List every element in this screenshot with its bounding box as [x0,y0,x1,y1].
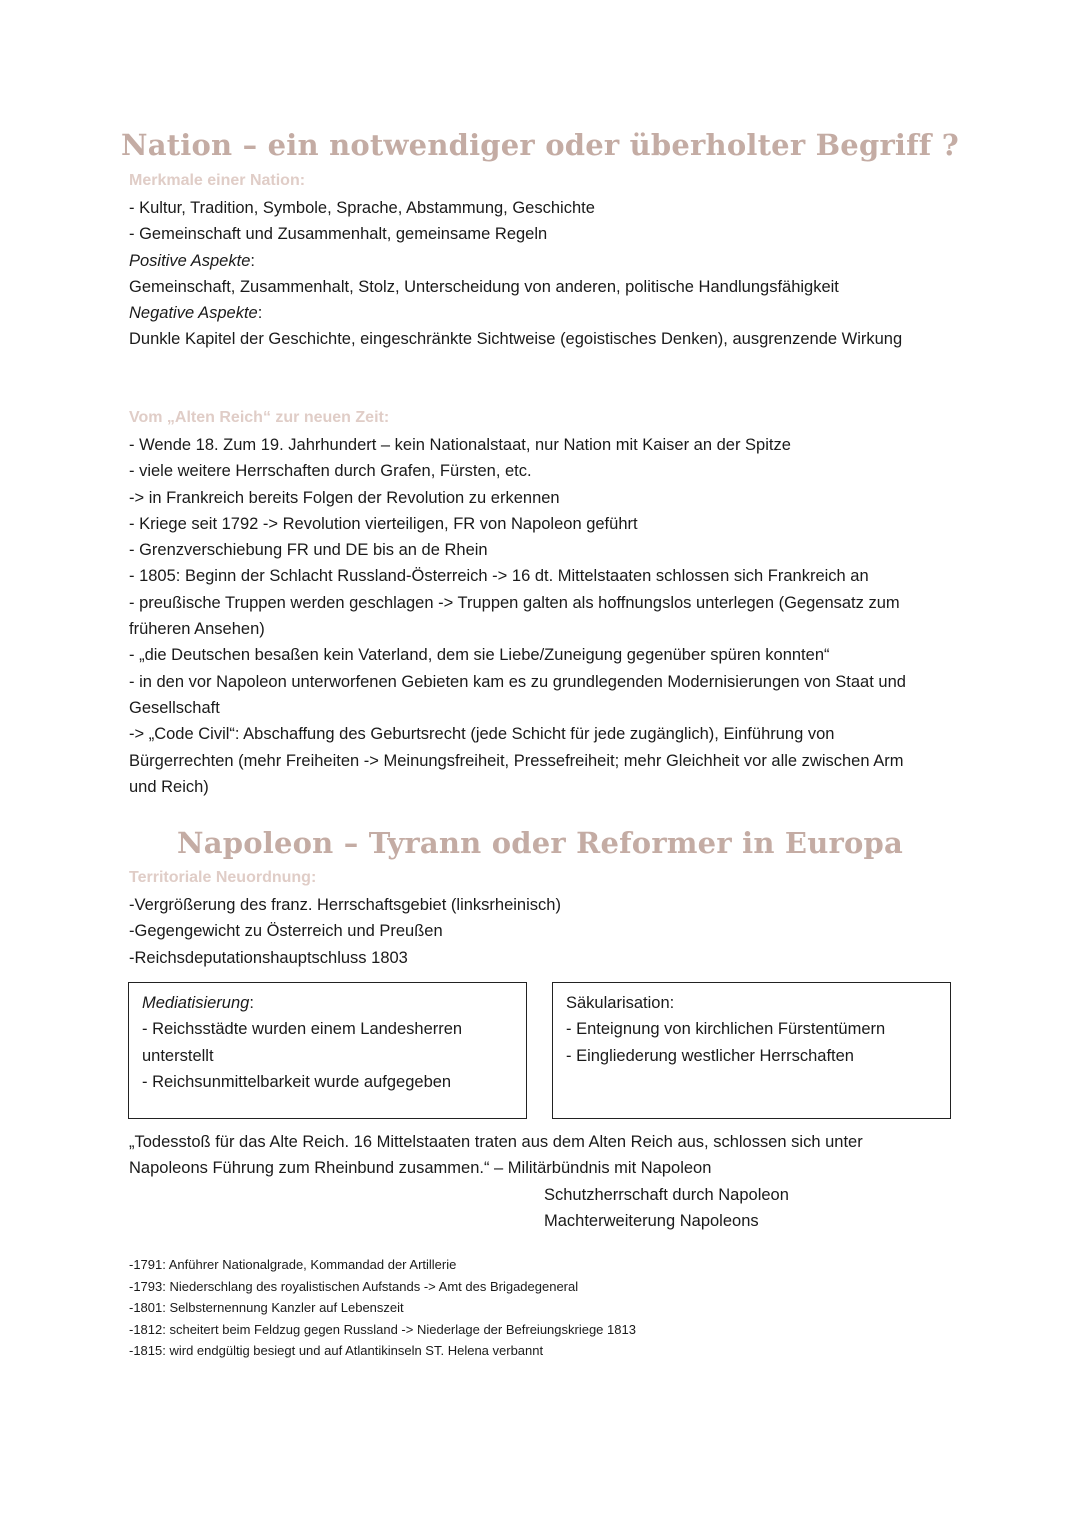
negative-aspects-text: Dunkle Kapitel der Geschichte, eingeschränkte Sichtweise (egoistisches Denken), ausgrenzende Wirkung [129,330,903,349]
box-item: - Reichsunmittelbarkeit wurde aufgegeben [142,1072,452,1091]
list-item: -> „Code Civil“: Abschaffung des Geburtsrecht (jede Schicht für jede zugänglich), Einführung von Bürgerrechten (mehr Freiheiten -> Meinungsfreiheit, Pressefreiheit; mehr Gleichheit vor alle zwischen Arm und Reich) [129,725,904,796]
positive-aspects-text: Gemeinschaft, Zusammenhalt, Stolz, Unterscheidung von anderen, politische Handlungsfähigkeit [129,277,839,296]
box-item: - Eingliederung westlicher Herrschaften [566,1046,854,1065]
saekularisation-box [552,982,951,1119]
timeline-item: -1812: scheitert beim Feldzug gegen Russland -> Niederlage der Befreiungskriege 1813 [129,1321,636,1337]
list-item: -> in Frankreich bereits Folgen der Revolution zu erkennen [129,488,560,507]
rheinbund-quote [129,1129,959,1234]
quote-line: „Todesstoß für das Alte Reich. 16 Mittelstaaten traten aus dem Alten Reich aus, schlossen sich unter [129,1133,863,1151]
nation-content [129,195,949,353]
list-item: - Kriege seit 1792 -> Revolution vierteiligen, FR von Napoleon geführt [129,514,638,533]
mediatisierung-label: Mediatisierung: [142,994,254,1012]
timeline-item: -1801: Selbsternennung Kanzler auf Lebenszeit [129,1300,404,1316]
merkmal-item: - Kultur, Tradition, Symbole, Sprache, Abstammung, Geschichte [129,199,595,217]
section-title-nation: Nation – ein notwendiger oder überholter Begriff ? [121,128,959,162]
altes-reich-list [129,432,949,800]
list-item: - preußische Truppen werden geschlagen -> Truppen galten als hoffnungslos unterlegen (Gegensatz zum früheren Ansehen) [129,593,900,639]
timeline-item: -1793: Niederschlang des royalistischen Aufstands -> Amt des Brigadegeneral [129,1278,579,1294]
timeline-item: -1791: Anführer Nationalgrade, Kommandad der Artillerie [129,1257,457,1272]
positive-aspects-label: Positive Aspekte: [129,251,255,270]
box-item: - Enteignung von kirchlichen Fürstentümern [566,1020,886,1039]
list-item: -Gegengewicht zu Österreich und Preußen [129,922,443,941]
list-item: - „die Deutschen besaßen kein Vaterland, dem sie Liebe/Zuneigung gegenüber spüren konnten“ [129,646,830,665]
quote-line: Schutzherrschaft durch Napoleon [544,1185,789,1204]
timeline-item: -1815: wird endgültig besiegt und auf Atlantikinseln ST. Helena verbannt [129,1343,544,1359]
quote-line: Machterweiterung Napoleons [544,1211,759,1230]
mediatisierung-box [128,982,527,1119]
saekularisation-label: Säkularisation: [566,994,675,1012]
list-item: - 1805: Beginn der Schlacht Russland-Österreich -> 16 dt. Mittelstaaten schlossen sich Frankreich an [129,567,869,586]
list-item: -Reichsdeputationshauptschluss 1803 [129,948,408,967]
quote-line: Napoleons Führung zum Rheinbund zusammen.“ – Militärbündnis mit Napoleon [129,1159,712,1178]
list-item: -Vergrößerung des franz. Herrschaftsgebiet (linksrheinisch) [129,896,561,914]
napoleon-timeline [129,1254,636,1362]
box-item: - Reichsstädte wurden einem Landesherren unterstellt [142,1020,463,1065]
territorial-list [129,892,949,971]
section-title-napoleon: Napoleon – Tyrann oder Reformer in Europa [177,826,903,860]
list-item: - in den vor Napoleon unterworfenen Gebieten kam es zu grundlegenden Modernisierungen von Staat und Gesellschaft [129,672,906,717]
heading-altes-reich: Vom „Alten Reich“ zur neuen Zeit: [129,409,390,426]
negative-aspects-label: Negative Aspekte: [129,304,263,323]
list-item: - Grenzverschiebung FR und DE bis an de Rhein [129,541,488,560]
merkmal-item: - Gemeinschaft und Zusammenhalt, gemeinsame Regeln [129,225,548,244]
list-item: - viele weitere Herrschaften durch Grafen, Fürsten, etc. [129,462,532,481]
heading-merkmale: Merkmale einer Nation: [129,172,306,189]
heading-territoriale-neuordnung: Territoriale Neuordnung: [129,869,317,886]
list-item: - Wende 18. Zum 19. Jahrhundert – kein Nationalstaat, nur Nation mit Kaiser an der Spitze [129,436,791,454]
